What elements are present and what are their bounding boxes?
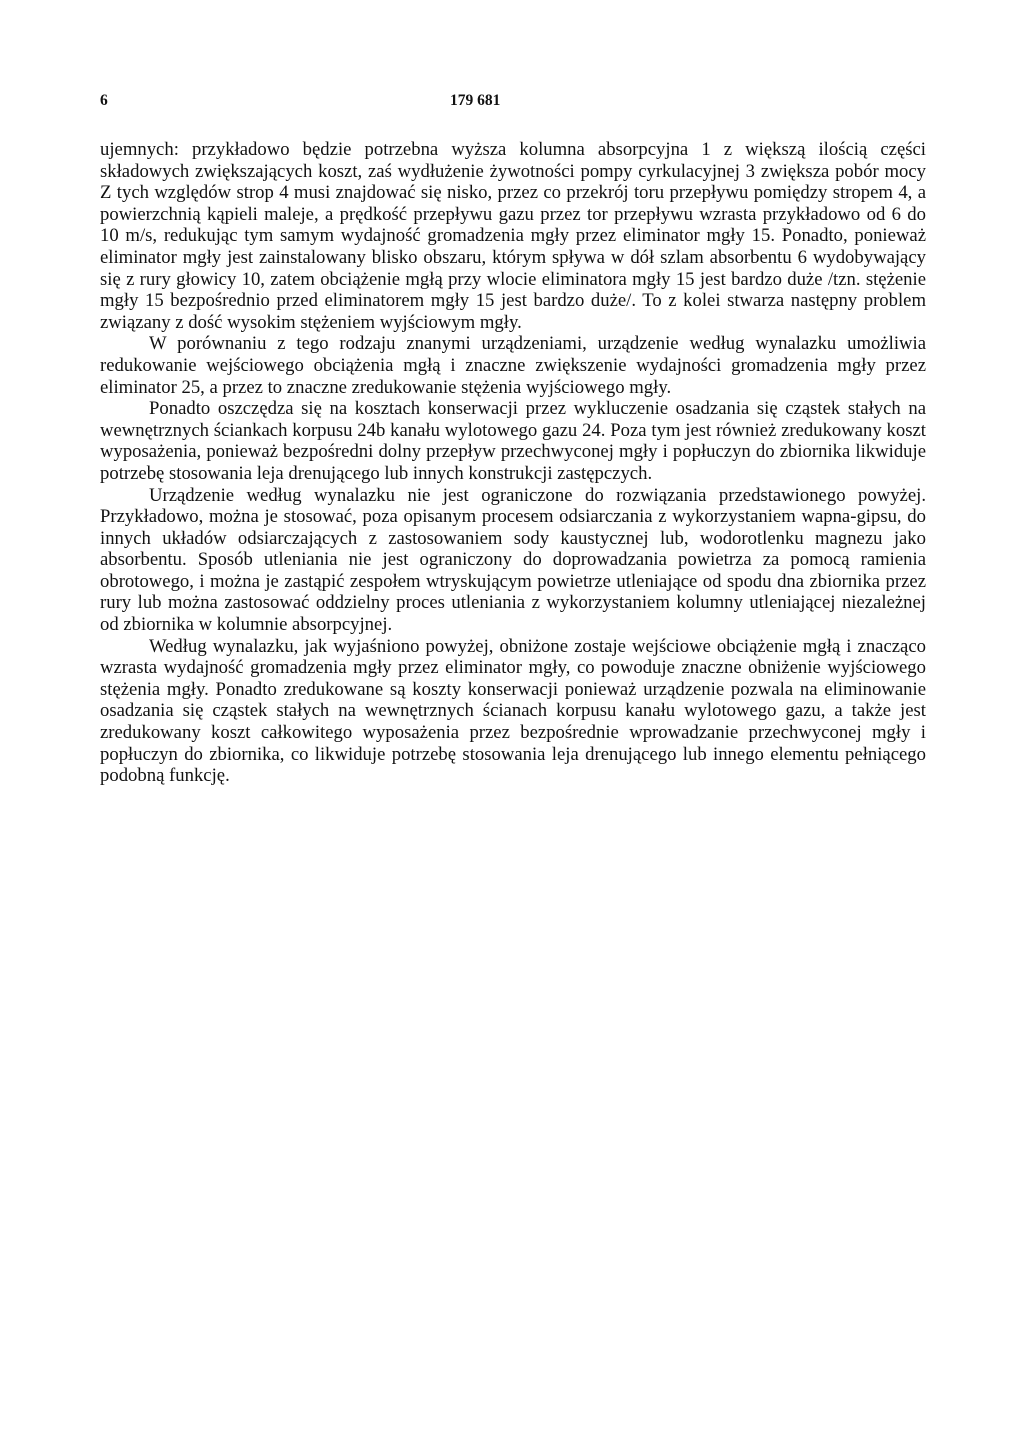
paragraph: W porównaniu z tego rodzaju znanymi urządzeniami, urządzenie według wynalazku umożliwia redukowanie wejściowego obciążenia mgłą i znaczne zwiększenie wydajności gromadzenia mgły przez eliminator 25, a przez to znaczne zredukowanie stężenia wyjściowego mgły. [100, 333, 926, 398]
document-number: 179 681 [450, 92, 501, 109]
paragraph: Ponadto oszczędza się na kosztach konserwacji przez wykluczenie osadzania się cząstek stałych na wewnętrznych ściankach korpusu 24b kanału wylotowego gazu 24. Poza tym jest również zredukowany koszt wyposażenia, ponieważ bezpośredni dolny przepływ przechwyconej mgły i popłuczyn do zbiornika likwiduje potrzebę stosowania leja drenującego lub innych konstrukcji zastępczych. [100, 398, 926, 484]
page-number: 6 [100, 92, 108, 109]
page-header [100, 92, 926, 116]
paragraph: Urządzenie według wynalazku nie jest ograniczone do rozwiązania przedstawionego powyżej. Przykładowo, można je stosować, poza opisanym procesem odsiarczania z wykorzystaniem wapna-gipsu, do innych układów odsiarczających z zastosowaniem sody kaustycznej lub, wodorotlenku magnezu jako absorbentu. Sposób utleniania nie jest ograniczony do doprowadzania powietrza za pomocą ramienia obrotowego, i można je zastąpić zespołem wtryskującym powietrze utleniające od spodu dna zbiornika przez rury lub można zastosować oddzielny proces utleniania z wykorzystaniem kolumny utleniającej niezależnej od zbiornika w kolumnie absorpcyjnej. [100, 484, 926, 636]
paragraph: ujemnych: przykładowo będzie potrzebna wyższa kolumna absorpcyjna 1 z większą ilością części składowych zwiększających koszt, zaś wydłużenie żywotności pompy cyrkulacyjnej 3 zwiększa pobór mocy Z tych względów strop 4 musi znajdować się nisko, przez co przekrój toru przepływu pomiędzy stropem 4, a powierzchnią kąpieli maleje, a prędkość przepływu gazu przez tor przepływu wzrasta przykładowo od 6 do 10 m/s, redukując tym samym wydajność gromadzenia mgły przez eliminator mgły 15. Ponadto, ponieważ eliminator mgły jest zainstalowany blisko obszaru, którym spływa w dół szlam absorbentu 6 wydobywający się z rury głowicy 10, zatem obciążenie mgłą przy wlocie eliminatora mgły 15 jest bardzo duże /tzn. stężenie mgły 15 bezpośrednio przed eliminatorem mgły 15 jest bardzo duże/. To z kolei stwarza następny problem związany z dość wysokim stężeniem wyjściowym mgły. [100, 139, 926, 333]
paragraph: Według wynalazku, jak wyjaśniono powyżej, obniżone zostaje wejściowe obciążenie mgłą i znacząco wzrasta wydajność gromadzenia mgły przez eliminator mgły, co powoduje znaczne obniżenie wyjściowego stężenia mgły. Ponadto zredukowane są koszty konserwacji ponieważ urządzenie pozwala na eliminowanie osadzania się cząstek stałych na wewnętrznych ścianach korpusu kanału wylotowego gazu, a także jest zredukowany koszt całkowitego wyposażenia przez bezpośrednie wprowadzanie przechwyconej mgły i popłuczyn do zbiornika, co likwiduje potrzebę stosowania leja drenującego lub innego elementu pełniącego podobną funkcję. [100, 635, 926, 787]
body-text [100, 139, 926, 787]
